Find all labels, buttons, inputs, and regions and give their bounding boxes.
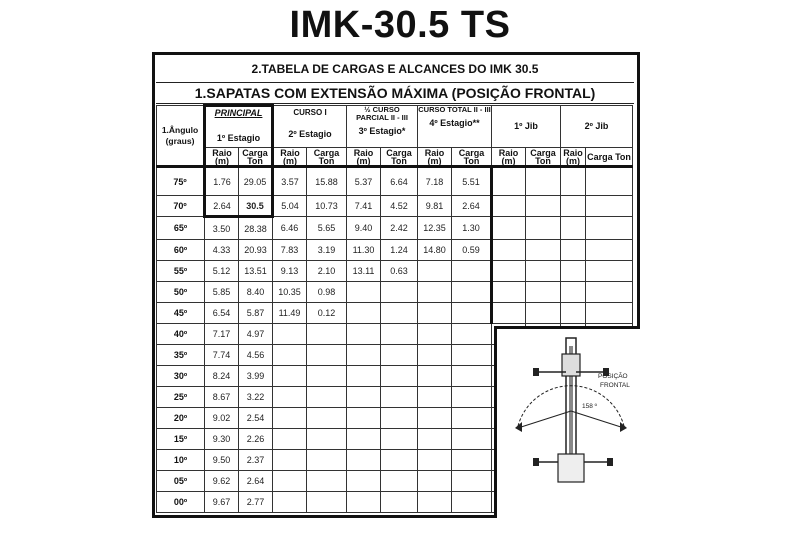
value-cell: 4.52 [381, 196, 418, 217]
group-curso-i [273, 106, 347, 148]
group-top-label: PRINCIPAL [214, 108, 263, 118]
value-cell: 3.57 [273, 167, 307, 196]
value-cell [452, 282, 492, 303]
value-cell [307, 408, 347, 429]
value-cell: 4.97 [239, 324, 273, 345]
carga-header [452, 148, 492, 167]
value-cell [273, 450, 307, 471]
subheader-label: Raio (m) [212, 147, 232, 166]
value-cell [418, 282, 452, 303]
carga-header [239, 148, 273, 167]
value-cell [273, 324, 307, 345]
group-bottom-label: 2º Estagio [288, 129, 332, 139]
position-label-line2: FRONTAL [600, 382, 630, 389]
value-cell: 30.5 [239, 196, 273, 217]
group-jib-1 [492, 106, 561, 148]
value-cell [273, 387, 307, 408]
group-bottom-label: 2º Jib [584, 121, 609, 131]
value-cell: 4.33 [205, 240, 239, 261]
value-cell: 8.24 [205, 366, 239, 387]
value-cell [347, 387, 381, 408]
subheader-label: Raio (m) [353, 147, 374, 166]
subheader-label: Carga Ton [587, 151, 631, 162]
value-cell: 7.18 [418, 167, 452, 196]
value-cell [561, 240, 586, 261]
raio-header [561, 148, 586, 167]
value-cell: 28.38 [239, 217, 273, 240]
value-cell [381, 303, 418, 324]
value-cell: 9.30 [205, 429, 239, 450]
value-cell [381, 429, 418, 450]
value-cell [418, 303, 452, 324]
value-cell [381, 471, 418, 492]
value-cell [347, 450, 381, 471]
value-cell: 5.65 [307, 217, 347, 240]
value-cell [418, 450, 452, 471]
page-title: IMK-30.5 TS [289, 4, 511, 46]
table-title: 2.TABELA DE CARGAS E ALCANCES DO IMK 30.5 [156, 56, 634, 83]
value-cell: 9.40 [347, 217, 381, 240]
carga-header [526, 148, 561, 167]
angle-ray-right [571, 411, 624, 428]
angle-cell: 55º [157, 261, 205, 282]
value-cell [273, 492, 307, 513]
value-cell [418, 387, 452, 408]
angle-header-label: 1.Ângulo (graus) [161, 124, 199, 146]
value-cell [418, 261, 452, 282]
value-cell: 12.35 [418, 217, 452, 240]
value-cell: 3.99 [239, 366, 273, 387]
raio-header [273, 148, 307, 167]
value-cell [492, 240, 526, 261]
value-cell [452, 387, 492, 408]
value-cell: 15.88 [307, 167, 347, 196]
carga-header [307, 148, 347, 167]
value-cell [492, 282, 526, 303]
value-cell [307, 324, 347, 345]
value-cell [586, 303, 633, 324]
group-top-label: CURSO I [293, 108, 327, 117]
value-cell [561, 282, 586, 303]
value-cell [492, 217, 526, 240]
value-cell: 9.81 [418, 196, 452, 217]
value-cell [418, 492, 452, 513]
value-cell [307, 387, 347, 408]
value-cell: 0.98 [307, 282, 347, 303]
value-cell [347, 471, 381, 492]
value-cell [561, 261, 586, 282]
value-cell [452, 408, 492, 429]
raio-header [347, 148, 381, 167]
value-cell [452, 366, 492, 387]
position-label-line1: POSIÇÃO [598, 373, 628, 380]
value-cell: 2.77 [239, 492, 273, 513]
value-cell [492, 196, 526, 217]
value-cell [526, 217, 561, 240]
value-cell: 7.41 [347, 196, 381, 217]
angle-cell: 30º [157, 366, 205, 387]
value-cell [561, 167, 586, 196]
table-row [157, 303, 633, 324]
value-cell [418, 429, 452, 450]
angle-label: 158 º [582, 403, 598, 410]
angle-cell: 65º [157, 217, 205, 240]
value-cell [307, 492, 347, 513]
value-cell [347, 303, 381, 324]
value-cell: 2.64 [239, 471, 273, 492]
value-cell: 14.80 [418, 240, 452, 261]
value-cell [381, 282, 418, 303]
angle-cell: 25º [157, 387, 205, 408]
table-row [157, 196, 633, 217]
value-cell [418, 324, 452, 345]
angle-cell: 10º [157, 450, 205, 471]
value-cell [307, 471, 347, 492]
subheader-label: Carga Ton [313, 147, 340, 166]
value-cell [586, 261, 633, 282]
subheader-label: Raio (m) [424, 147, 445, 166]
value-cell [586, 167, 633, 196]
value-cell [307, 450, 347, 471]
position-label [598, 371, 630, 389]
group-bottom-label: 4º Estagio** [429, 118, 480, 128]
value-cell [452, 450, 492, 471]
value-cell: 7.83 [273, 240, 307, 261]
value-cell: 9.50 [205, 450, 239, 471]
value-cell: 9.67 [205, 492, 239, 513]
group-top-label: CURSO TOTAL II - III [418, 105, 491, 114]
value-cell: 3.22 [239, 387, 273, 408]
value-cell [492, 303, 526, 324]
value-cell: 3.50 [205, 217, 239, 240]
value-cell [381, 408, 418, 429]
value-cell [452, 345, 492, 366]
angle-cell: 45º [157, 303, 205, 324]
value-cell [586, 282, 633, 303]
value-cell [452, 324, 492, 345]
value-cell: 5.51 [452, 167, 492, 196]
value-cell [381, 324, 418, 345]
subheader-label: Raio (m) [498, 147, 519, 166]
frame-step-line [494, 326, 640, 329]
table-row [157, 282, 633, 303]
value-cell: 7.74 [205, 345, 239, 366]
value-cell: 1.30 [452, 217, 492, 240]
value-cell: 5.85 [205, 282, 239, 303]
raio-header [492, 148, 526, 167]
value-cell: 11.49 [273, 303, 307, 324]
value-cell: 8.67 [205, 387, 239, 408]
value-cell [452, 492, 492, 513]
value-cell: 7.17 [205, 324, 239, 345]
value-cell: 29.05 [239, 167, 273, 196]
table-row [157, 167, 633, 196]
value-cell: 0.12 [307, 303, 347, 324]
value-cell [381, 387, 418, 408]
value-cell: 2.64 [452, 196, 492, 217]
outrigger-pad [533, 458, 539, 466]
value-cell: 13.51 [239, 261, 273, 282]
table-row [157, 240, 633, 261]
value-cell: 20.93 [239, 240, 273, 261]
subheader-label: Carga Ton [458, 147, 485, 166]
value-cell: 2.26 [239, 429, 273, 450]
group-bottom-label: 1º Jib [514, 121, 538, 131]
value-cell [586, 196, 633, 217]
value-cell: 6.54 [205, 303, 239, 324]
value-cell [561, 196, 586, 217]
value-cell [307, 366, 347, 387]
value-cell: 1.24 [381, 240, 418, 261]
value-cell: 2.54 [239, 408, 273, 429]
value-cell: 10.35 [273, 282, 307, 303]
group-top-label: ½ CURSO PARCIAL II - III [356, 105, 408, 122]
value-cell: 2.37 [239, 450, 273, 471]
subheader-label: Carga Ton [386, 147, 412, 166]
value-cell: 6.64 [381, 167, 418, 196]
value-cell [526, 167, 561, 196]
value-cell [586, 217, 633, 240]
value-cell [381, 450, 418, 471]
angle-cell: 50º [157, 282, 205, 303]
value-cell [347, 429, 381, 450]
crane-position-diagram [506, 336, 646, 486]
group-principal [205, 106, 273, 148]
angle-cell: 60º [157, 240, 205, 261]
outrigger-pad [607, 458, 613, 466]
subheader-label: Raio (m) [280, 147, 300, 166]
subheader-label: Carga Ton [242, 147, 268, 166]
value-cell [418, 408, 452, 429]
value-cell [347, 492, 381, 513]
angle-cell: 35º [157, 345, 205, 366]
value-cell [273, 429, 307, 450]
value-cell: 5.12 [205, 261, 239, 282]
value-cell [273, 408, 307, 429]
value-cell [418, 345, 452, 366]
table-row [157, 217, 633, 240]
value-cell: 2.64 [205, 196, 239, 217]
value-cell: 5.87 [239, 303, 273, 324]
value-cell: 11.30 [347, 240, 381, 261]
subheader-row [157, 148, 633, 167]
value-cell [526, 240, 561, 261]
value-cell: 6.46 [273, 217, 307, 240]
group-curso-parcial [347, 106, 418, 148]
value-cell [347, 282, 381, 303]
value-cell: 5.37 [347, 167, 381, 196]
value-cell: 10.73 [307, 196, 347, 217]
value-cell [347, 345, 381, 366]
value-cell [526, 261, 561, 282]
value-cell: 9.02 [205, 408, 239, 429]
section-title: 1.SAPATAS COM EXTENSÃO MÁXIMA (POSIÇÃO FRONTAL) [156, 83, 634, 104]
value-cell [492, 261, 526, 282]
crane-base [558, 454, 584, 482]
raio-header [205, 148, 239, 167]
table-row [157, 261, 633, 282]
angle-cell: 00º [157, 492, 205, 513]
angle-cell: 15º [157, 429, 205, 450]
subheader-label: Raio (m) [563, 147, 583, 166]
value-cell [526, 196, 561, 217]
value-cell: 2.42 [381, 217, 418, 240]
value-cell: 0.63 [381, 261, 418, 282]
value-cell [347, 324, 381, 345]
value-cell [273, 471, 307, 492]
value-cell [586, 240, 633, 261]
value-cell [561, 303, 586, 324]
value-cell: 5.04 [273, 196, 307, 217]
value-cell: 13.11 [347, 261, 381, 282]
group-bottom-label: 1º Estagio [216, 133, 261, 143]
angle-cell: 70º [157, 196, 205, 217]
value-cell [381, 366, 418, 387]
value-cell [381, 345, 418, 366]
value-cell: 9.13 [273, 261, 307, 282]
value-cell: 1.76 [205, 167, 239, 196]
raio-header [418, 148, 452, 167]
group-jib-2 [561, 106, 633, 148]
angle-cell: 05º [157, 471, 205, 492]
value-cell [452, 429, 492, 450]
value-cell [492, 167, 526, 196]
value-cell [561, 217, 586, 240]
value-cell [452, 471, 492, 492]
subheader-label: Carga Ton [530, 147, 556, 166]
value-cell [347, 366, 381, 387]
carga-header [381, 148, 418, 167]
value-cell: 9.62 [205, 471, 239, 492]
value-cell [307, 345, 347, 366]
value-cell: 0.59 [452, 240, 492, 261]
value-cell [273, 345, 307, 366]
frame-step-line [494, 327, 497, 518]
value-cell: 8.40 [239, 282, 273, 303]
value-cell [526, 303, 561, 324]
value-cell: 4.56 [239, 345, 273, 366]
value-cell [307, 429, 347, 450]
carga-header [586, 148, 633, 167]
angle-ray-left [518, 411, 571, 428]
angle-cell: 40º [157, 324, 205, 345]
value-cell [418, 471, 452, 492]
value-cell: 2.10 [307, 261, 347, 282]
value-cell [452, 261, 492, 282]
value-cell [273, 366, 307, 387]
outrigger-pad [533, 368, 539, 376]
group-bottom-label: 3º Estagio* [358, 126, 406, 136]
value-cell [452, 303, 492, 324]
value-cell [418, 366, 452, 387]
angle-header [157, 106, 205, 167]
angle-cell: 75º [157, 167, 205, 196]
value-cell [381, 492, 418, 513]
value-cell [526, 282, 561, 303]
value-cell: 3.19 [307, 240, 347, 261]
group-curso-total [418, 106, 492, 148]
value-cell [347, 408, 381, 429]
angle-cell: 20º [157, 408, 205, 429]
